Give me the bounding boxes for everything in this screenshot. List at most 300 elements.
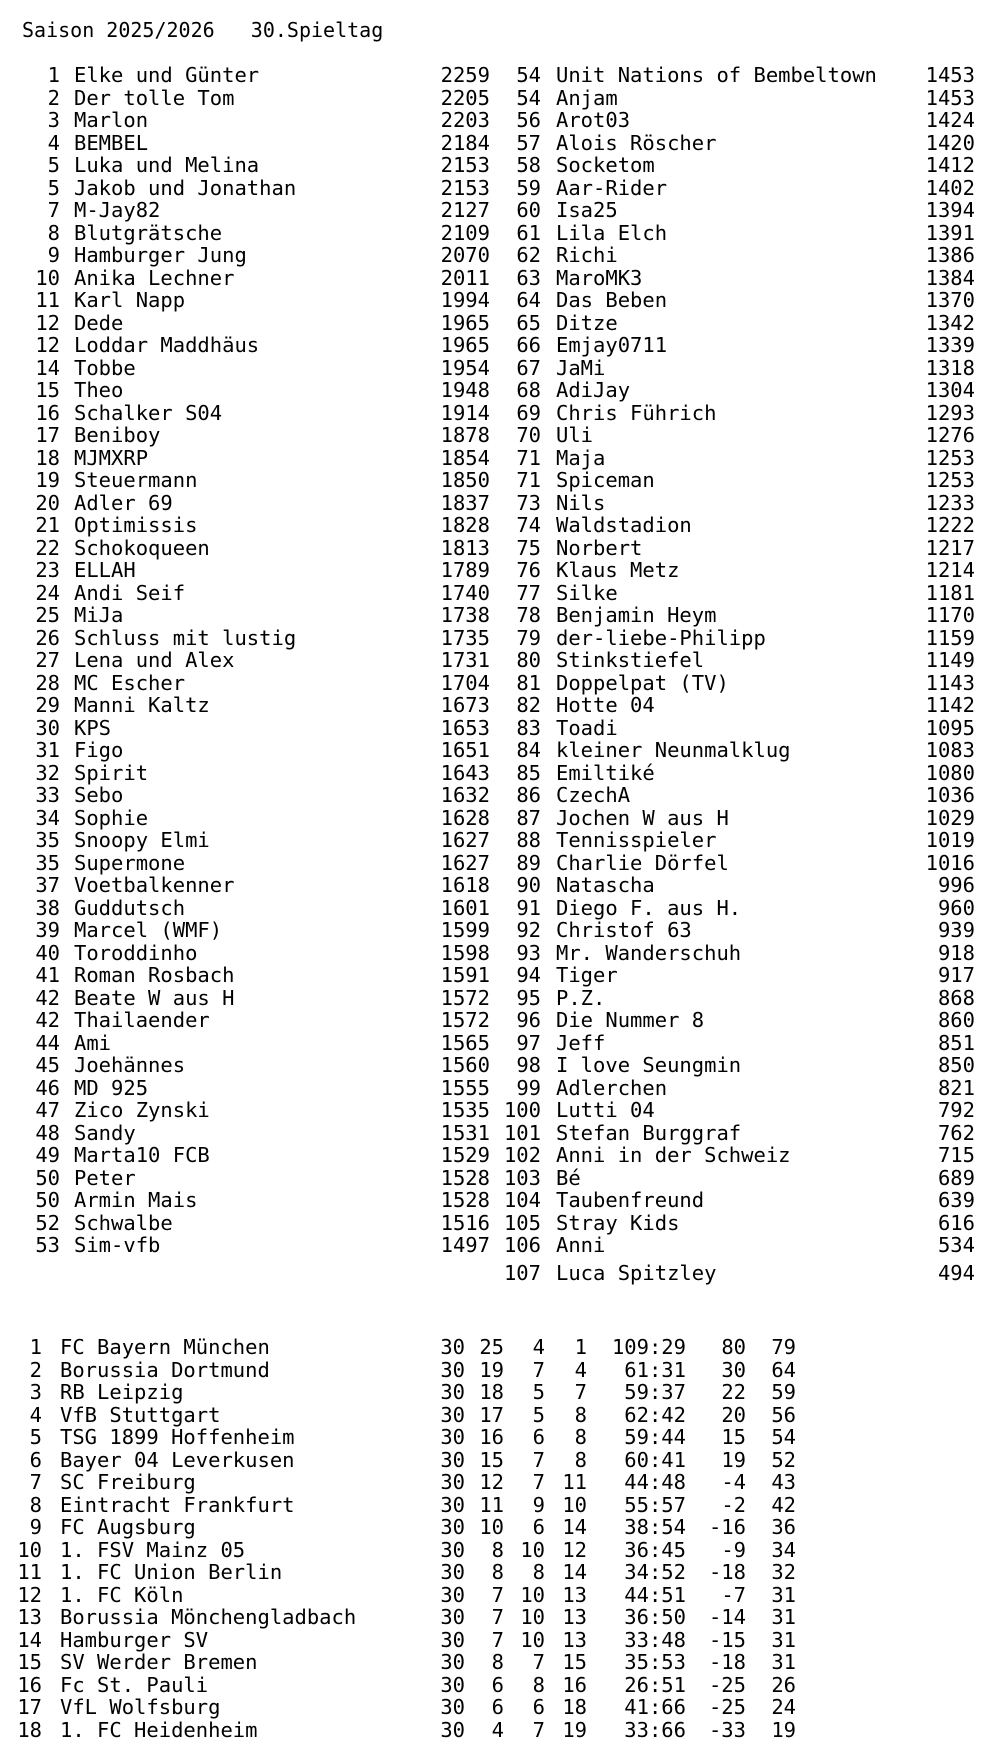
rank-number: 58 bbox=[516, 153, 541, 177]
list-item bbox=[0, 672, 500, 695]
player-points: 1293 bbox=[925, 400, 975, 425]
rank-number: 20 bbox=[35, 490, 60, 515]
rank-number: 32 bbox=[35, 760, 60, 785]
rank-number: 82 bbox=[516, 693, 541, 717]
goals: 36:50 bbox=[624, 1605, 686, 1629]
goal-difference: 20 bbox=[721, 1402, 746, 1427]
rank-number: 5 bbox=[47, 175, 60, 200]
player-name: Maja bbox=[556, 445, 606, 470]
rank-number: 85 bbox=[516, 760, 541, 785]
rank-number: 41 bbox=[35, 963, 60, 987]
player-name: Armin Mais bbox=[74, 1188, 198, 1212]
list-item bbox=[480, 1032, 980, 1055]
losses: 8 bbox=[574, 1402, 587, 1427]
rank-number: 11 bbox=[35, 288, 60, 312]
table-rank: 16 bbox=[17, 1672, 42, 1697]
list-item bbox=[480, 537, 980, 560]
player-name: Sophie bbox=[74, 805, 149, 830]
rank-number: 73 bbox=[516, 490, 541, 515]
games-played: 30 bbox=[440, 1515, 465, 1539]
table-rank: 13 bbox=[17, 1605, 42, 1629]
draws: 10 bbox=[520, 1627, 545, 1652]
list-item bbox=[480, 1234, 980, 1257]
list-item bbox=[0, 897, 500, 920]
player-name: Steuermann bbox=[74, 468, 198, 492]
rank-number: 99 bbox=[516, 1075, 541, 1100]
player-name: Stefan Burggraf bbox=[556, 1120, 742, 1145]
player-points: 1994 bbox=[440, 288, 490, 312]
player-points: 1914 bbox=[440, 400, 490, 425]
rank-number: 12 bbox=[35, 310, 60, 335]
team-points: 54 bbox=[771, 1425, 796, 1449]
rank-number: 42 bbox=[35, 985, 60, 1010]
list-item bbox=[480, 672, 980, 695]
player-points: 1954 bbox=[440, 355, 490, 380]
player-name: Christof 63 bbox=[556, 918, 692, 942]
rank-number: 52 bbox=[35, 1210, 60, 1235]
goal-difference: 80 bbox=[721, 1335, 746, 1359]
player-name: Zico Zynski bbox=[74, 1098, 210, 1122]
player-name: Spirit bbox=[74, 760, 149, 785]
player-name: Blutgrätsche bbox=[74, 220, 223, 245]
player-points: 1142 bbox=[925, 693, 975, 717]
rank-number: 56 bbox=[516, 108, 541, 132]
list-item bbox=[0, 1212, 500, 1235]
list-item bbox=[0, 987, 500, 1010]
rank-number: 12 bbox=[35, 333, 60, 357]
team-name: 1. FC Köln bbox=[60, 1582, 184, 1607]
player-points: 762 bbox=[937, 1120, 975, 1145]
player-name: ELLAH bbox=[74, 558, 136, 582]
list-item bbox=[0, 627, 500, 650]
player-points: 1572 bbox=[440, 1008, 490, 1032]
page-title bbox=[22, 18, 383, 42]
losses: 14 bbox=[562, 1560, 587, 1584]
rank-number: 76 bbox=[516, 558, 541, 582]
wins: 15 bbox=[479, 1447, 504, 1472]
rank-number: 81 bbox=[516, 670, 541, 695]
wins: 8 bbox=[491, 1650, 504, 1674]
season-label: Saison 2025/2026 bbox=[22, 18, 215, 42]
team-points: 32 bbox=[771, 1560, 796, 1584]
player-name: Luka und Melina bbox=[74, 153, 260, 177]
list-item bbox=[0, 199, 500, 222]
player-points: 1036 bbox=[925, 783, 975, 807]
draws: 5 bbox=[532, 1402, 545, 1427]
games-played: 30 bbox=[440, 1470, 465, 1494]
team-name: RB Leipzig bbox=[60, 1380, 184, 1404]
rank-number: 54 bbox=[516, 63, 541, 87]
rank-number: 22 bbox=[35, 535, 60, 560]
player-points: 1420 bbox=[925, 130, 975, 155]
rank-number: 10 bbox=[35, 265, 60, 290]
list-item bbox=[0, 784, 500, 807]
team-name: FC Augsburg bbox=[60, 1515, 196, 1539]
list-item bbox=[480, 582, 980, 605]
player-points: 1627 bbox=[440, 850, 490, 875]
player-points: 1878 bbox=[440, 423, 490, 447]
list-item bbox=[0, 1144, 500, 1167]
player-name: MD 925 bbox=[74, 1075, 149, 1100]
wins: 12 bbox=[479, 1470, 504, 1494]
rank-number: 66 bbox=[516, 333, 541, 357]
player-name: Beate W aus H bbox=[74, 985, 235, 1010]
player-points: 1850 bbox=[440, 468, 490, 492]
draws: 8 bbox=[532, 1672, 545, 1697]
team-points: 52 bbox=[771, 1447, 796, 1472]
player-points: 860 bbox=[937, 1008, 975, 1032]
player-name: Das Beben bbox=[556, 288, 668, 312]
table-row bbox=[0, 1561, 994, 1584]
table-row bbox=[0, 1719, 994, 1742]
draws: 6 bbox=[532, 1425, 545, 1449]
player-points: 1016 bbox=[925, 850, 975, 875]
list-item bbox=[0, 582, 500, 605]
rank-number: 105 bbox=[503, 1210, 541, 1235]
player-name: Adler 69 bbox=[74, 490, 173, 515]
player-points: 1214 bbox=[925, 558, 975, 582]
list-item bbox=[480, 177, 980, 200]
player-name: Emjay0711 bbox=[556, 333, 668, 357]
player-points: 494 bbox=[937, 1261, 975, 1285]
player-name: Uli bbox=[556, 423, 594, 447]
player-name: MC Escher bbox=[74, 670, 186, 695]
wins: 7 bbox=[491, 1627, 504, 1652]
list-item bbox=[0, 379, 500, 402]
player-name: CzechA bbox=[556, 783, 631, 807]
rank-number: 39 bbox=[35, 918, 60, 942]
player-name: Sebo bbox=[74, 783, 124, 807]
rank-number: 7 bbox=[47, 198, 60, 222]
player-name: AdiJay bbox=[556, 378, 631, 402]
team-points: 59 bbox=[771, 1380, 796, 1404]
player-name: Taubenfreund bbox=[556, 1188, 705, 1212]
league-table bbox=[0, 1336, 994, 1741]
player-name: Karl Napp bbox=[74, 288, 186, 312]
player-points: 939 bbox=[937, 918, 975, 942]
player-points: 1253 bbox=[925, 468, 975, 492]
player-name: Die Nummer 8 bbox=[556, 1008, 705, 1032]
player-points: 1555 bbox=[440, 1075, 490, 1100]
list-item bbox=[0, 222, 500, 245]
player-points: 1217 bbox=[925, 535, 975, 560]
list-item bbox=[0, 1189, 500, 1212]
draws: 10 bbox=[520, 1537, 545, 1562]
list-item bbox=[0, 964, 500, 987]
player-points: 1386 bbox=[925, 243, 975, 267]
player-points: 2205 bbox=[440, 85, 490, 110]
player-name: Adlerchen bbox=[556, 1075, 668, 1100]
table-row bbox=[0, 1539, 994, 1562]
player-points: 2203 bbox=[440, 108, 490, 132]
list-item bbox=[0, 402, 500, 425]
player-name: Benjamin Heym bbox=[556, 603, 717, 627]
player-name: MJMXRP bbox=[74, 445, 149, 470]
list-item bbox=[480, 64, 980, 87]
list-item bbox=[480, 199, 980, 222]
team-points: 19 bbox=[771, 1717, 796, 1742]
player-points: 917 bbox=[937, 963, 975, 987]
player-name: Tennisspieler bbox=[556, 828, 717, 852]
rank-number: 98 bbox=[516, 1053, 541, 1077]
player-name: Sim-vfb bbox=[74, 1233, 161, 1257]
list-item bbox=[480, 1189, 980, 1212]
player-points: 2070 bbox=[440, 243, 490, 267]
player-name: Schokoqueen bbox=[74, 535, 210, 560]
list-item bbox=[480, 1009, 980, 1032]
table-rank: 1 bbox=[29, 1335, 42, 1359]
list-item bbox=[0, 244, 500, 267]
player-points: 1591 bbox=[440, 963, 490, 987]
player-name: Alois Röscher bbox=[556, 130, 717, 155]
losses: 11 bbox=[562, 1470, 587, 1494]
player-name: Joehännes bbox=[74, 1053, 186, 1077]
player-name: Chris Führich bbox=[556, 400, 717, 425]
player-name: Anika Lechner bbox=[74, 265, 235, 290]
player-name: KPS bbox=[74, 715, 112, 740]
list-item bbox=[480, 1262, 980, 1284]
team-points: 64 bbox=[771, 1357, 796, 1382]
player-points: 1948 bbox=[440, 378, 490, 402]
player-name: BEMBEL bbox=[74, 130, 149, 155]
rank-number: 18 bbox=[35, 445, 60, 470]
player-points: 1318 bbox=[925, 355, 975, 380]
list-item bbox=[0, 87, 500, 110]
rank-number: 92 bbox=[516, 918, 541, 942]
draws: 5 bbox=[532, 1380, 545, 1404]
draws: 4 bbox=[532, 1335, 545, 1359]
rank-number: 71 bbox=[516, 445, 541, 470]
player-name: Mr. Wanderschuh bbox=[556, 940, 742, 965]
list-item bbox=[480, 289, 980, 312]
player-points: 2184 bbox=[440, 130, 490, 155]
list-item bbox=[0, 334, 500, 357]
player-name: Klaus Metz bbox=[556, 558, 680, 582]
draws: 9 bbox=[532, 1492, 545, 1517]
table-row bbox=[0, 1449, 994, 1472]
losses: 13 bbox=[562, 1582, 587, 1607]
table-rank: 9 bbox=[29, 1515, 42, 1539]
draws: 6 bbox=[532, 1695, 545, 1719]
rank-number: 47 bbox=[35, 1098, 60, 1122]
player-points: 1599 bbox=[440, 918, 490, 942]
team-points: 31 bbox=[771, 1650, 796, 1674]
rank-number: 63 bbox=[516, 265, 541, 290]
goals: 59:44 bbox=[624, 1425, 686, 1449]
player-name: Aar-Rider bbox=[556, 175, 668, 200]
goal-difference: -4 bbox=[721, 1470, 746, 1494]
player-points: 1233 bbox=[925, 490, 975, 515]
player-name: Toadi bbox=[556, 715, 618, 740]
player-name: I love Seungmin bbox=[556, 1053, 742, 1077]
rank-number: 69 bbox=[516, 400, 541, 425]
table-rank: 10 bbox=[17, 1537, 42, 1562]
player-name: Lena und Alex bbox=[74, 648, 235, 672]
player-name: Optimissis bbox=[74, 513, 198, 537]
table-row bbox=[0, 1494, 994, 1517]
table-row bbox=[0, 1426, 994, 1449]
team-name: Borussia Dortmund bbox=[60, 1357, 270, 1382]
list-item bbox=[480, 739, 980, 762]
list-item bbox=[480, 987, 980, 1010]
list-item bbox=[480, 1054, 980, 1077]
goals: 44:48 bbox=[624, 1470, 686, 1494]
list-item bbox=[0, 762, 500, 785]
table-row bbox=[0, 1359, 994, 1382]
wins: 4 bbox=[491, 1717, 504, 1742]
player-name: Natascha bbox=[556, 873, 655, 897]
goal-difference: -25 bbox=[708, 1695, 746, 1719]
list-item bbox=[0, 1167, 500, 1190]
team-name: Fc St. Pauli bbox=[60, 1672, 209, 1697]
rank-number: 87 bbox=[516, 805, 541, 830]
player-points: 1391 bbox=[925, 220, 975, 245]
games-played: 30 bbox=[440, 1672, 465, 1697]
goals: 36:45 bbox=[624, 1537, 686, 1562]
draws: 6 bbox=[532, 1515, 545, 1539]
table-rank: 17 bbox=[17, 1695, 42, 1719]
goal-difference: 22 bbox=[721, 1380, 746, 1404]
list-item bbox=[0, 514, 500, 537]
rank-number: 49 bbox=[35, 1143, 60, 1167]
rank-number: 37 bbox=[35, 873, 60, 897]
player-points: 1424 bbox=[925, 108, 975, 132]
rank-number: 79 bbox=[516, 625, 541, 650]
list-item bbox=[0, 357, 500, 380]
player-points: 1738 bbox=[440, 603, 490, 627]
goals: 26:51 bbox=[624, 1672, 686, 1697]
team-points: 24 bbox=[771, 1695, 796, 1719]
rank-number: 17 bbox=[35, 423, 60, 447]
player-name: Spiceman bbox=[556, 468, 655, 492]
player-name: Thailaender bbox=[74, 1008, 210, 1032]
list-item bbox=[0, 919, 500, 942]
table-row bbox=[0, 1336, 994, 1359]
list-item bbox=[0, 267, 500, 290]
player-points: 1222 bbox=[925, 513, 975, 537]
player-points: 1673 bbox=[440, 693, 490, 717]
goals: 33:66 bbox=[624, 1717, 686, 1742]
player-points: 1632 bbox=[440, 783, 490, 807]
rank-number: 28 bbox=[35, 670, 60, 695]
player-points: 1601 bbox=[440, 895, 490, 920]
wins: 7 bbox=[491, 1582, 504, 1607]
goal-difference: 19 bbox=[721, 1447, 746, 1472]
list-item bbox=[480, 267, 980, 290]
ranking-list-right bbox=[480, 64, 980, 1257]
rank-number: 89 bbox=[516, 850, 541, 875]
goal-difference: -2 bbox=[721, 1492, 746, 1517]
games-played: 30 bbox=[440, 1492, 465, 1517]
losses: 12 bbox=[562, 1537, 587, 1562]
list-item bbox=[480, 852, 980, 875]
team-name: VfL Wolfsburg bbox=[60, 1695, 221, 1719]
player-name: kleiner Neunmalklug bbox=[556, 738, 791, 762]
list-item bbox=[480, 402, 980, 425]
player-name: Ami bbox=[74, 1030, 112, 1055]
player-points: 1828 bbox=[440, 513, 490, 537]
list-item bbox=[480, 514, 980, 537]
player-name: MiJa bbox=[74, 603, 124, 627]
ranking-list-last bbox=[480, 1262, 980, 1284]
player-name: Tiger bbox=[556, 963, 618, 987]
list-item bbox=[480, 244, 980, 267]
rank-number: 46 bbox=[35, 1075, 60, 1100]
player-name: Jakob und Jonathan bbox=[74, 175, 297, 200]
player-points: 639 bbox=[937, 1188, 975, 1212]
player-points: 616 bbox=[937, 1210, 975, 1235]
list-item bbox=[480, 964, 980, 987]
player-points: 1453 bbox=[925, 85, 975, 110]
player-points: 1560 bbox=[440, 1053, 490, 1077]
table-row bbox=[0, 1404, 994, 1427]
goals: 109:29 bbox=[611, 1335, 686, 1359]
rank-number: 67 bbox=[516, 355, 541, 380]
games-played: 30 bbox=[440, 1627, 465, 1652]
team-name: VfB Stuttgart bbox=[60, 1402, 221, 1427]
player-name: der-liebe-Philipp bbox=[556, 625, 766, 650]
player-name: Voetbalkenner bbox=[74, 873, 235, 897]
table-row bbox=[0, 1674, 994, 1697]
player-points: 1531 bbox=[440, 1120, 490, 1145]
losses: 13 bbox=[562, 1605, 587, 1629]
list-item bbox=[480, 447, 980, 470]
rank-number: 35 bbox=[35, 828, 60, 852]
player-points: 1276 bbox=[925, 423, 975, 447]
table-rank: 15 bbox=[17, 1650, 42, 1674]
table-rank: 5 bbox=[29, 1425, 42, 1449]
goal-difference: -25 bbox=[708, 1672, 746, 1697]
wins: 10 bbox=[479, 1515, 504, 1539]
rank-number: 90 bbox=[516, 873, 541, 897]
table-rank: 6 bbox=[29, 1447, 42, 1472]
list-item bbox=[480, 334, 980, 357]
list-item bbox=[480, 1212, 980, 1235]
team-points: 34 bbox=[771, 1537, 796, 1562]
list-item bbox=[0, 717, 500, 740]
team-name: TSG 1899 Hoffenheim bbox=[60, 1425, 295, 1449]
player-name: Roman Rosbach bbox=[74, 963, 235, 987]
games-played: 30 bbox=[440, 1695, 465, 1719]
rank-number: 60 bbox=[516, 198, 541, 222]
player-name: Schluss mit lustig bbox=[74, 625, 297, 650]
player-name: Anjam bbox=[556, 85, 618, 110]
draws: 7 bbox=[532, 1357, 545, 1382]
games-played: 30 bbox=[440, 1380, 465, 1404]
team-points: 42 bbox=[771, 1492, 796, 1517]
player-name: Doppelpat (TV) bbox=[556, 670, 729, 695]
list-item bbox=[480, 942, 980, 965]
player-name: Dede bbox=[74, 310, 124, 335]
list-item bbox=[0, 109, 500, 132]
player-points: 960 bbox=[937, 895, 975, 920]
rank-number: 103 bbox=[503, 1165, 541, 1190]
player-name: MaroMK3 bbox=[556, 265, 643, 290]
goals: 60:41 bbox=[624, 1447, 686, 1472]
list-item bbox=[480, 649, 980, 672]
player-points: 1565 bbox=[440, 1030, 490, 1055]
player-points: 1253 bbox=[925, 445, 975, 470]
rank-number: 38 bbox=[35, 895, 60, 920]
table-row bbox=[0, 1516, 994, 1539]
list-item bbox=[480, 132, 980, 155]
player-points: 1453 bbox=[925, 63, 975, 87]
player-points: 2153 bbox=[440, 175, 490, 200]
rank-number: 53 bbox=[35, 1233, 60, 1257]
list-item bbox=[480, 762, 980, 785]
list-item bbox=[0, 312, 500, 335]
matchday-label: 30.Spieltag bbox=[250, 18, 384, 42]
